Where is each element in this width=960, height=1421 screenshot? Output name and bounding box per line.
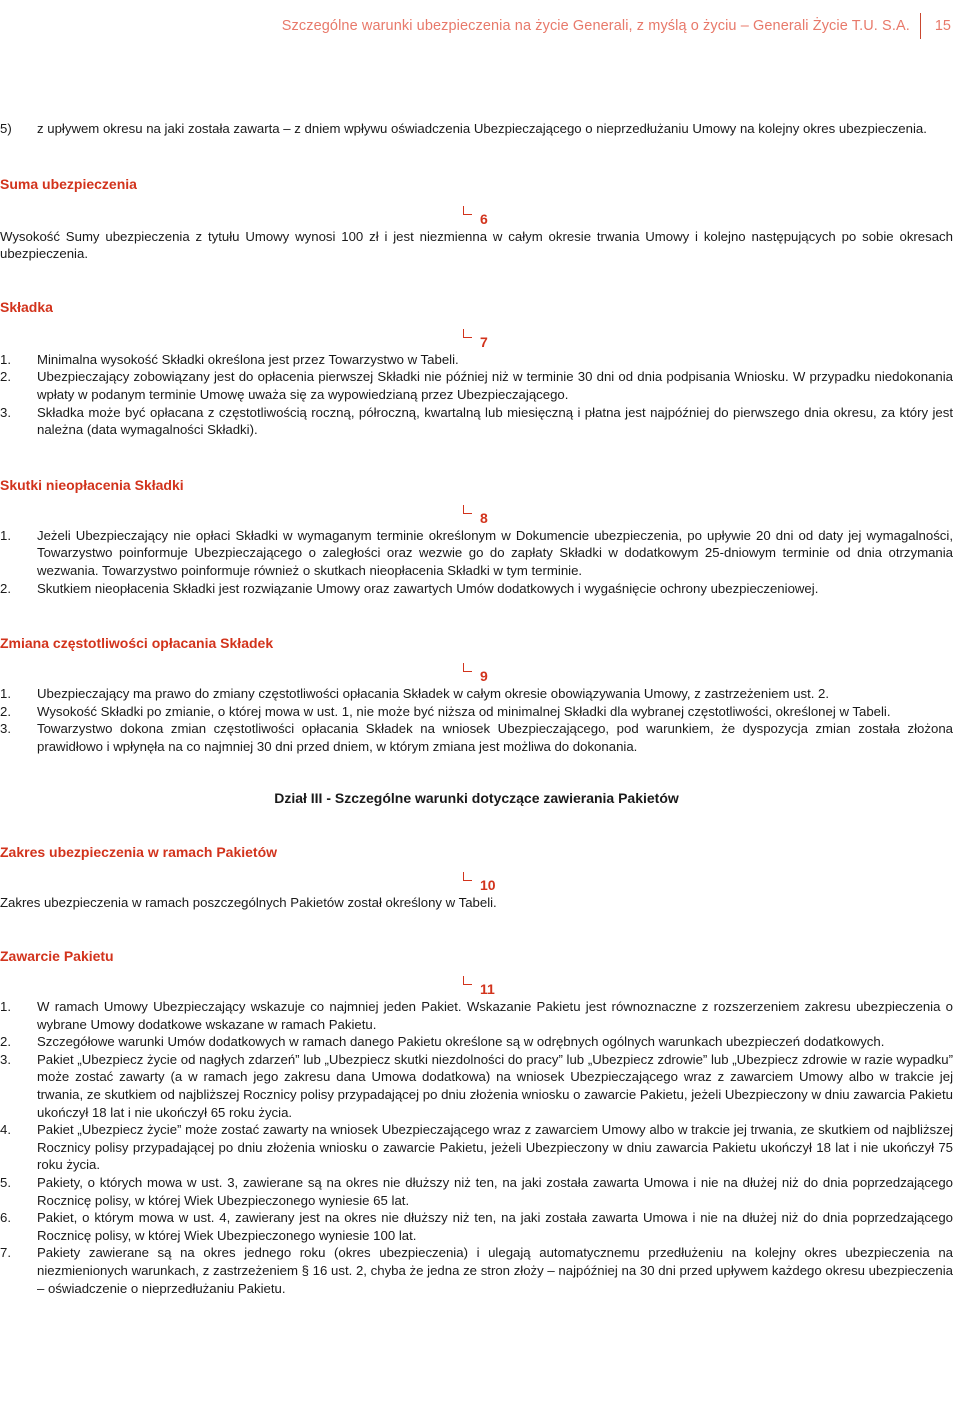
item-text: Szczegółowe warunki Umów dodatkowych w ramach danego Pakietu określone są w odrębnych ogólnych warunkach ubezpieczeń dodatkowych. [37,1034,885,1050]
item-number: 3. [0,1051,11,1067]
item-number: 1. [0,999,11,1015]
item-text: Towarzystwo dokona zmian częstotliwości opłacania Składek na wniosek Ubezpieczającego, pod warunkiem, że dyspozycja zmian została złożona prawidłowo i wpłynęła na co najmniej 30 dni przed dniem, w którym zmiana jest możliwa do dokonania. [37,721,953,754]
paragraph-number-text: 6 [480,210,488,227]
item-number: 7. [0,1245,11,1261]
item-number: 1. [0,351,11,367]
paragraph-number-text: 11 [480,981,495,998]
item-number: 1. [0,527,11,543]
paragraph-mark-icon [463,872,472,881]
header-title: Szczególne warunki ubezpieczenia na życie Generali, z myślą o życiu – Generali Życie T.U. S.A. [281,18,910,34]
paragraph-number [0,329,953,351]
item-text: Pakiet „Ubezpiecz życie” może zostać zawarty na wniosek Ubezpieczającego wraz z zawarciem Umowy albo w trakcie jej trwania, ze skutkiem od najbliższej Rocznicy polisy przypadającej po dniu złożenia wniosku o zawarcie Pakietu, jeżeli Ubezpieczony w dniu zawarcia Pakietu ukończył 18 lat i nie ukończył 75 roku życia. [37,1122,953,1173]
section-title: Zmiana częstotliwości opłacania Składek [0,635,274,652]
list-item [0,1121,953,1174]
item-text: W ramach Umowy Ubezpieczający wskazuje co najmniej jeden Pakiet. Wskazanie Pakietu jest równoznaczne z rozszerzeniem zakresu ubezpieczenia o wybrane Umowy dodatkowe wskazane w ramach Pakietu. [37,999,953,1032]
header-divider [920,13,921,39]
paragraph-number [0,505,953,527]
paragraph-text: Zakres ubezpieczenia w ramach poszczególnych Pakietów został określony w Tabeli. [0,894,497,910]
item-text: Jeżeli Ubezpieczający nie opłaci Składki w wymaganym terminie określonym w Dokumencie ubezpieczenia, po upływie 20 dni od daty jej wymagalności, Towarzystwo poinformuje Ubezpieczającego o zaległości oraz wezwie go do zapłaty Składki w dodatkowym 25-dniowym terminie od dnia otrzymania wezwania. Towarzystwo poinformuje również o skutkach nieopłacenia Składki w tym terminie. [37,527,953,578]
section-title: Zakres ubezpieczenia w ramach Pakietów [0,843,278,860]
item-number: 2. [0,703,11,719]
numbered-list [0,351,953,439]
paragraph-number-text: 9 [480,668,488,685]
item-text: Minimalna wysokość Składki określona jest przez Towarzystwo w Tabeli. [37,351,459,367]
item-text: Pakiety zawierane są na okres jednego roku (okres ubezpieczenia) i ulegają automatycznemu przedłużeniu na kolejny okres ubezpieczenia na niezmienionych warunkach, z zastrzeżeniem § 16 ust. 2, chyba że jedna ze stron złoży – najpóźniej na 30 dni przed upływem każdego okresu ubezpieczenia – oświadczenie o nieprzedłużaniu Pakietu. [37,1245,953,1296]
list-item [0,527,953,580]
list-item [0,1033,953,1051]
paragraph-number-text: 10 [480,876,496,893]
numbered-list [0,527,953,597]
item-text: z upływem okresu na jaki została zawarta – z dniem wpływu oświadczenia Ubezpieczającego o nieprzedłużaniu Umowy na kolejny okres ubezpieczenia. [37,121,927,136]
list-item [0,685,953,703]
section-title: Składka [0,298,53,315]
item-number: 3. [0,404,11,420]
item-number: 2. [0,580,11,596]
item-text: Wysokość Składki po zmianie, o której mowa w ust. 1, nie może być niższa od minimalnej Składki dla wybranej częstotliwości, określonej w Tabeli. [37,703,891,719]
item-number: 1. [0,686,11,702]
paragraph-number [0,872,953,894]
division-title: Dział III - Szczególne warunki dotyczące zawierania Pakietów [274,789,679,806]
item-number: 2. [0,1034,11,1050]
list-item [0,404,953,439]
item-number: 4. [0,1122,11,1138]
item-number: 6. [0,1210,11,1226]
item-text: Ubezpieczający zobowiązany jest do opłacenia pierwszej Składki nie później niż w terminie 30 dni od dnia podpisania Wniosku. W przypadku niedokonania wpłaty w podanym terminie Umowę uważa się za wypowiedzianą przez Ubezpieczającego. [37,369,953,402]
item-text: Pakiety, o których mowa w ust. 3, zawierane są na okres nie dłuższy niż ten, na jaki została zawarta Umowa i nie na dłużej niż do dnia poprzedzającego Rocznicę polisy, w której Wiek Ubezpieczonego wyniesie 65 lat. [37,1175,953,1208]
list-item [0,998,953,1033]
paragraph-mark-icon [463,976,472,985]
item-text: Ubezpieczający ma prawo do zmiany częstotliwości opłacania Składek w całym okresie obowiązywania Umowy, z zastrzeżeniem ust. 2. [37,686,830,702]
section-title: Zawarcie Pakietu [0,948,114,965]
paragraph-number-text: 8 [480,509,488,526]
paragraph-number [0,976,953,998]
page-header [282,14,960,38]
document-body [0,120,953,1297]
paragraph-number [0,206,953,228]
list-item [0,368,953,403]
item-number: 5. [0,1175,11,1191]
list-item [0,1244,953,1297]
numbered-list [0,685,953,755]
item-number: 3. [0,721,11,737]
section-title: Suma ubezpieczenia [0,175,137,192]
list-item [0,120,953,138]
list-item [0,1209,953,1244]
list-item [0,1174,953,1209]
list-item [0,720,953,755]
page-number: 15 [934,18,951,34]
item-text: Skutkiem nieopłacenia Składki jest rozwiązanie Umowy oraz zawartych Umów dodatkowych i wygaśnięcie ochrony ubezpieczeniowej. [37,580,819,596]
item-text: Pakiet „Ubezpiecz życie od nagłych zdarzeń” lub „Ubezpiecz skutki niezdolności do pracy” lub „Ubezpiecz zdrowie” lub „Ubezpiecz zdrowie w razie wypadku” może zostać zawarty (a w ramach jego zakresu dana Umowa dodatkowa) na wniosek Ubezpieczającego wraz z zawarciem Umowy albo w trakcie jej trwania, ze skutkiem od najbliższej Rocznicy polisy przypadającej po dniu złożenia wniosku o zawarcie Pakietu, jeżeli Ubezpieczony w dniu zawarcia Pakietu ukończył 18 lat i nie ukończył 65 roku życia. [37,1051,953,1120]
paragraph-mark-icon [463,329,472,338]
paragraph-number [0,663,953,685]
item-text: Pakiet, o którym mowa w ust. 4, zawierany jest na okres nie dłuższy niż ten, na jaki została zawarta Umowa i nie na dłużej niż do dnia poprzedzającego Rocznicę polisy, w której Wiek Ubezpieczonego wyniesie 100 lat. [37,1210,953,1243]
section-title: Skutki nieopłacenia Składki [0,476,184,493]
list-item [0,580,953,598]
paragraph-text: Wysokość Sumy ubezpieczenia z tytułu Umowy wynosi 100 zł i jest niezmienna w całym okresie trwania Umowy i kolejno następujących po sobie okresach ubezpieczenia. [0,228,953,262]
paragraph-mark-icon [463,505,472,514]
paragraph-mark-icon [463,206,472,215]
paragraph-mark-icon [463,663,472,672]
list-item [0,351,953,369]
item-text: Składka może być opłacana z częstotliwością roczną, półroczną, kwartalną lub miesięczną i płatna jest najpóźniej do pierwszego dnia okresu, za który jest należna (data wymagalności Składki). [37,404,953,438]
item-number: 5) [0,121,12,136]
paragraph-number-text: 7 [480,333,488,350]
list-item [0,1051,953,1121]
list-item [0,703,953,721]
numbered-list [0,998,953,1297]
item-number: 2. [0,369,11,385]
